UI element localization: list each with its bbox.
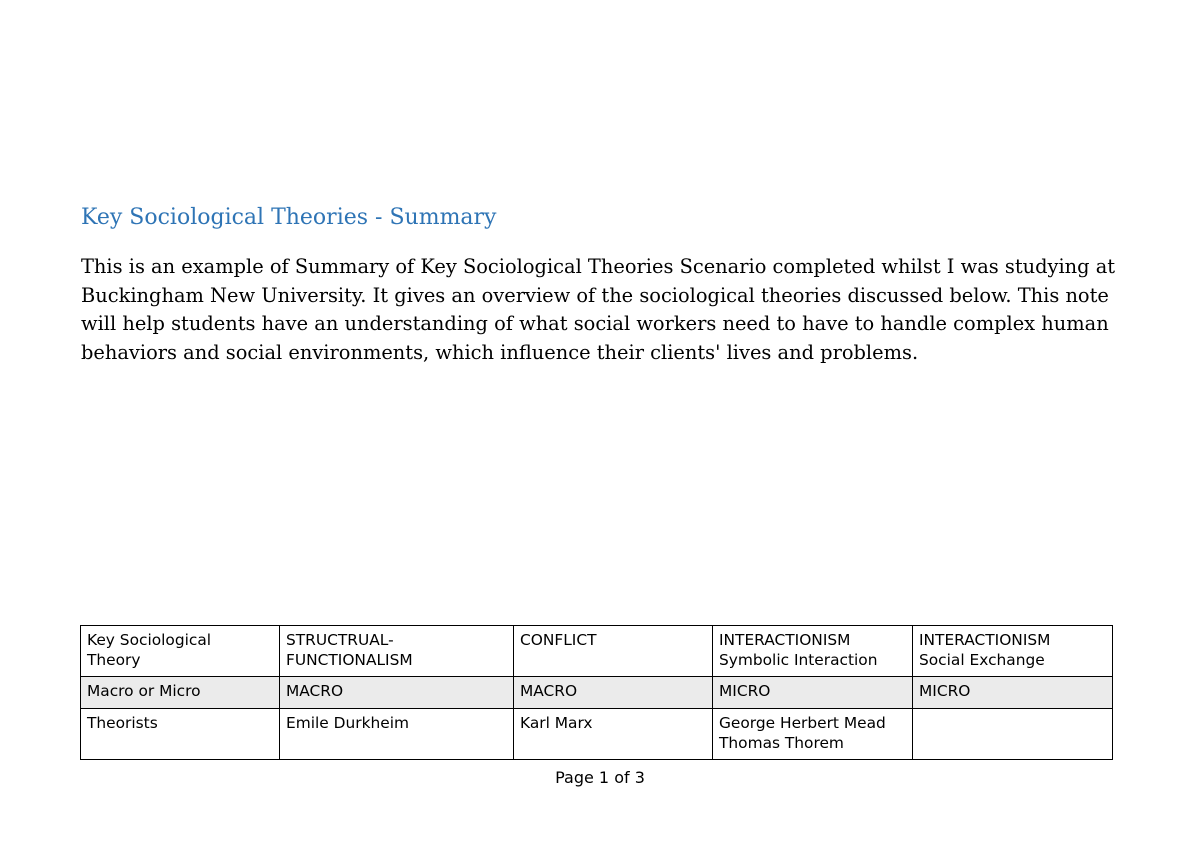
- table-header-row: [81, 626, 1113, 677]
- theories-table: [80, 625, 1113, 760]
- cell-text: MICRO: [919, 682, 971, 700]
- cell-text: INTERACTIONISM: [919, 631, 1051, 649]
- cell-text: Key Sociological: [87, 631, 212, 649]
- table-cell: [713, 677, 913, 709]
- header-cell-structural-functionalism: [280, 626, 514, 677]
- intro-paragraph: This is an example of Summary of Key Sociological Theories Scenario completed whilst I was studying at Buckingham New University. It gives an overview of the sociological theories discussed below. This note will help students have an understanding of what social workers need to have to handle complex human behaviors and social environments, which influence their clients' lives and problems.: [81, 255, 1116, 364]
- cell-text: INTERACTIONISM: [719, 631, 851, 649]
- table-row-theorists: [81, 709, 1113, 760]
- table-cell: [514, 677, 713, 709]
- cell-text: Karl Marx: [520, 714, 593, 732]
- cell-text: MACRO: [286, 682, 344, 700]
- table-cell: [514, 709, 713, 760]
- cell-text: CONFLICT: [520, 631, 597, 649]
- table-cell: [713, 709, 913, 760]
- cell-text: Theory: [87, 650, 141, 669]
- cell-text: Macro or Micro: [87, 682, 201, 700]
- table-cell: [81, 709, 280, 760]
- cell-text: MICRO: [719, 682, 771, 700]
- cell-text: MACRO: [520, 682, 578, 700]
- cell-text: George Herbert Mead: [719, 714, 886, 732]
- header-cell-conflict: [514, 626, 713, 677]
- table-row-macro-micro: [81, 677, 1113, 709]
- table-cell: [913, 677, 1113, 709]
- header-cell-symbolic-interaction: [713, 626, 913, 677]
- cell-text: Thomas Thorem: [719, 733, 844, 752]
- table-cell-empty: [913, 709, 1113, 760]
- table-cell: [81, 677, 280, 709]
- table-cell: [280, 677, 514, 709]
- cell-text: Theorists: [87, 714, 158, 732]
- cell-text: Emile Durkheim: [286, 714, 409, 732]
- header-cell-theory: [81, 626, 280, 677]
- cell-text: Symbolic Interaction: [719, 650, 878, 669]
- document-heading: Key Sociological Theories - Summary: [81, 205, 497, 230]
- cell-text: FUNCTIONALISM: [286, 650, 413, 669]
- cell-text: Social Exchange: [919, 650, 1045, 669]
- cell-text: STRUCTRUAL-: [286, 631, 394, 649]
- header-cell-social-exchange: [913, 626, 1113, 677]
- page-number: Page 1 of 3: [555, 768, 645, 787]
- table-cell: [280, 709, 514, 760]
